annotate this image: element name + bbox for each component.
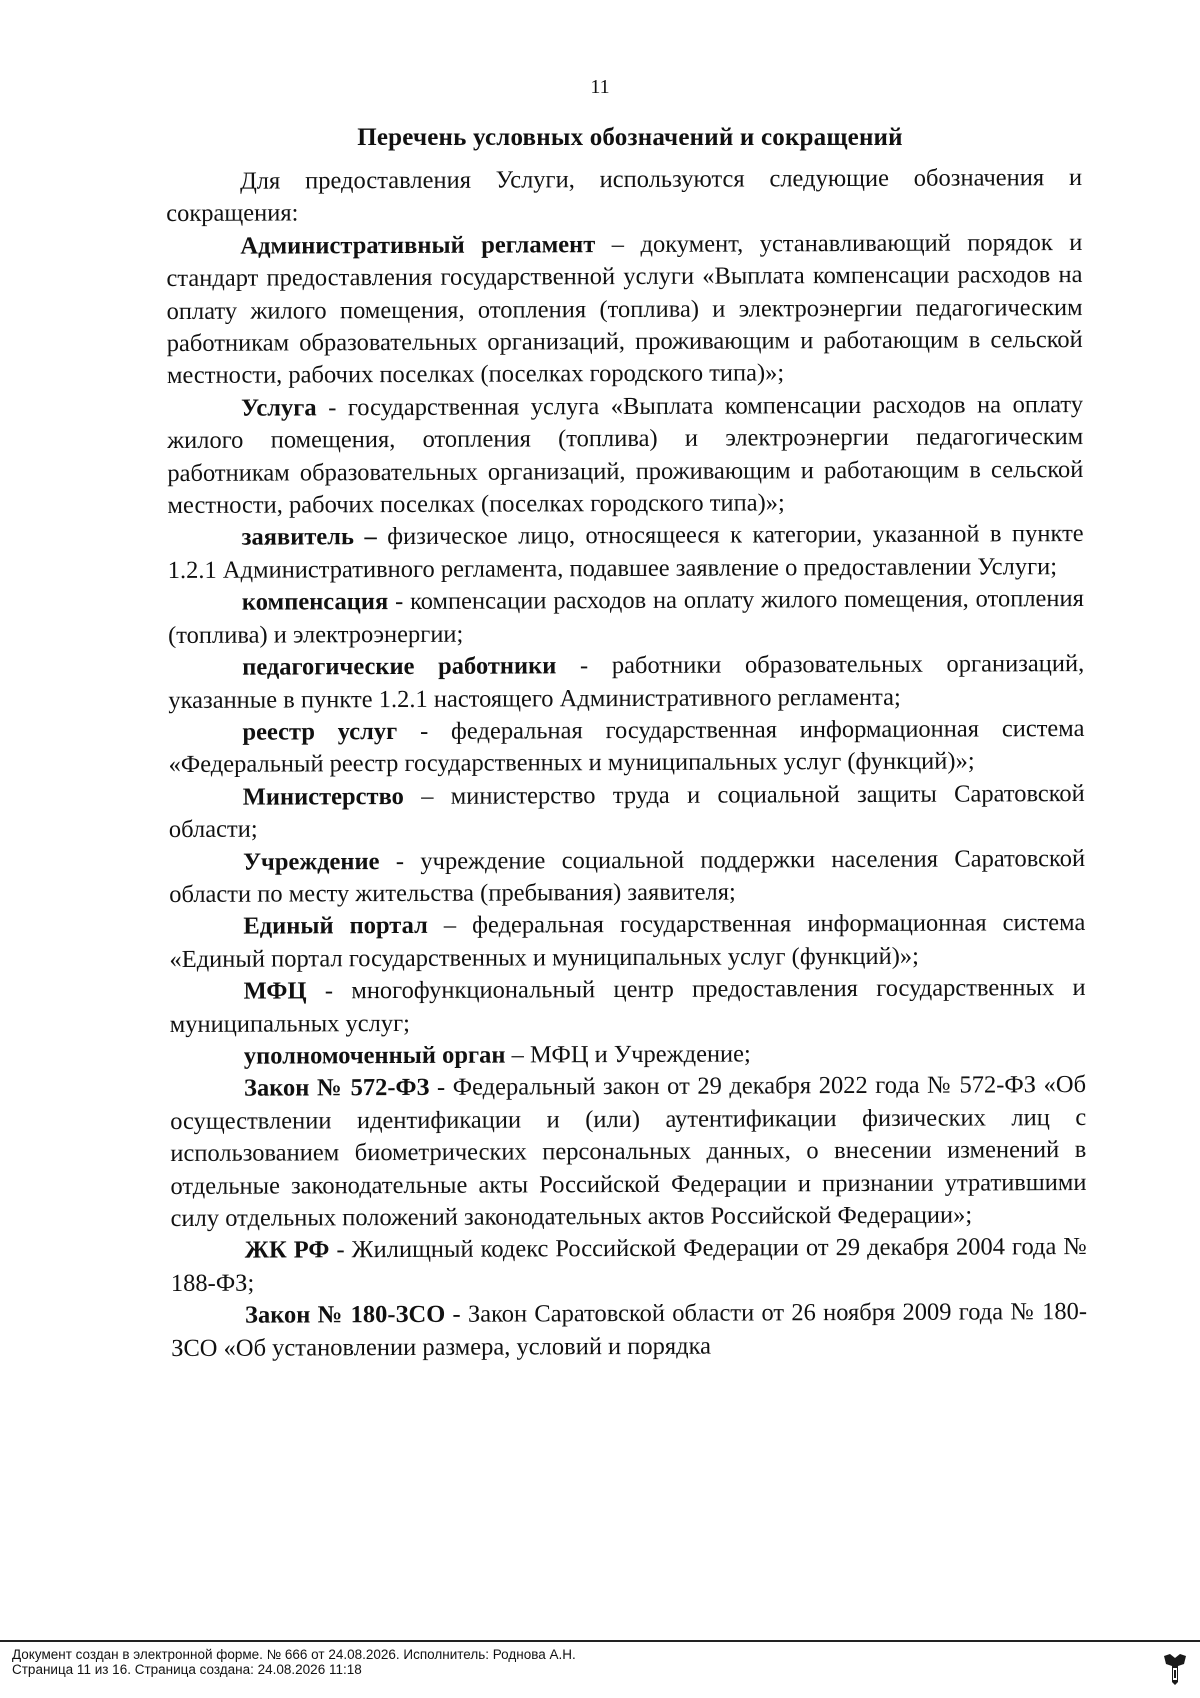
definition-separator: - (306, 977, 352, 1005)
definition-term: заявитель – (241, 523, 377, 552)
definition-text: многофункциональный центр предоставления государственных и муниципальных услуг; (169, 974, 1086, 1038)
definition-separator: - (429, 1074, 453, 1102)
definition-separator: - (397, 717, 452, 745)
definition-paragraph (171, 1296, 1087, 1365)
definition-separator: - (445, 1300, 468, 1329)
definition-paragraph (170, 972, 1086, 1041)
definition-text: Федеральный закон от 29 декабря 2022 года № 572-ФЗ «Об осуществлении идентификации и (или) аутентификации физических лиц с использованием биометрических персональных данных, о внесении изменений в отдельные законодательные акты Российской Федерации и признании утратившими силу отдельных положений законодательных актов Российской Федерации»; (170, 1071, 1087, 1232)
definition-text: государственная услуга «Выплата компенсации расходов на оплату жилого помещения, отопления (топлива) и электроэнергии педагогическим работникам образовательных организаций, проживающим и работающим в сельской местности, рабочих поселках (поселках городского типа)»; (167, 390, 1084, 520)
definition-paragraph (171, 1231, 1087, 1300)
definition-text: федеральная государственная информационная система «Федеральный реестр государственных и муниципальных услуг (функций)»; (168, 714, 1085, 779)
definition-text: министерство труда и социальной защиты Саратовской области; (168, 779, 1085, 844)
definition-text: физическое лицо, относящееся к категории, указанной в пункте 1.2.1 Административного регламента, подавшее заявление о предоставлении Услуги; (167, 520, 1084, 584)
intro-paragraph: Для предоставления Услуги, используются следующие обозначения и сокращения: (166, 164, 1083, 228)
definition-separator: – (403, 782, 451, 810)
footer-line-2: Страница 11 из 16. Страница создана: 24.08.2026 11:18 (12, 1662, 362, 1677)
definition-text: учреждение социальной поддержки населения Саратовской области по месту жительства (пребывания) заявителя; (169, 844, 1086, 908)
document-body (166, 162, 1087, 1365)
definition-term: ЖК РФ (244, 1236, 330, 1265)
definition-separator: – (595, 230, 641, 258)
footer-divider (0, 1640, 1200, 1642)
definition-term: Учреждение (242, 847, 380, 876)
definition-term: уполномоченный орган (243, 1041, 506, 1070)
definition-separator: - (316, 394, 348, 422)
definition-text: Закон Саратовской области от 26 ноября 2009 года № 180-ЗСО «Об установлении размера, условий и порядка (171, 1298, 1088, 1362)
definition-term: Единый портал (243, 912, 428, 941)
definition-paragraph (168, 583, 1084, 652)
section-heading: Перечень условных обозначений и сокращений (357, 124, 903, 151)
page-number: 11 (590, 76, 610, 98)
definition-text: компенсации расходов на оплату жилого помещения, отопления (топлива) и электроэнергии; (167, 585, 1084, 649)
definition-term: МФЦ (243, 977, 307, 1005)
coat-of-arms-icon (1162, 1652, 1188, 1686)
definition-paragraph (167, 389, 1084, 523)
definition-separator: - (379, 847, 421, 875)
definition-separator: - (388, 588, 411, 616)
definition-text: работники образовательных организаций, указанные в пункте 1.2.1 настоящего Административного регламента; (168, 650, 1085, 714)
definition-paragraph (170, 1069, 1087, 1235)
definition-paragraph (168, 518, 1084, 587)
definition-term: Услуга (240, 394, 317, 422)
definition-text: документ, устанавливающий порядок и стандарт предоставления государственной услуги «Выплата компенсации расходов на оплату жилого помещения, отопления (топлива) и электроэнергии педагогическим работникам образовательных организаций, проживающим и работающим в сельской местности, рабочих поселках (поселках городского типа)»; (166, 228, 1083, 390)
definition-paragraph (170, 1037, 1086, 1073)
definition-separator: - (556, 652, 612, 680)
definition-term: Министерство (242, 782, 404, 811)
definition-term: компенсация (241, 588, 389, 616)
document-footer (12, 1647, 576, 1677)
definition-term: Закон № 180-ЗСО (244, 1301, 446, 1329)
definition-separator: – (427, 912, 473, 940)
definition-term: Закон № 572-ФЗ (243, 1074, 430, 1103)
definition-paragraph (168, 648, 1084, 717)
definition-text: федеральная государственная информационная система «Единый портал государственных и муниципальных услуг (функций)»; (169, 909, 1086, 973)
definition-text: МФЦ и Учреждение; (529, 1040, 751, 1069)
definition-separator: – (505, 1041, 531, 1069)
definition-paragraph (169, 843, 1085, 912)
definition-paragraph (166, 227, 1083, 393)
footer-line-1: Документ создан в электронной форме. № 666 от 24.08.2026. Исполнитель: Роднова А.Н. (12, 1647, 576, 1662)
definition-separator: - (329, 1236, 352, 1264)
definition-separator (377, 524, 388, 551)
definition-term: педагогические работники (242, 652, 557, 681)
definition-paragraph (169, 907, 1085, 976)
definition-term: реестр услуг (242, 717, 398, 746)
definition-paragraph (168, 713, 1084, 782)
definition-paragraph (169, 778, 1085, 847)
definition-text: Жилищный кодекс Российской Федерации от 29 декабря 2004 года № 188-ФЗ; (170, 1233, 1087, 1297)
definition-term: Административный регламент (240, 230, 596, 260)
